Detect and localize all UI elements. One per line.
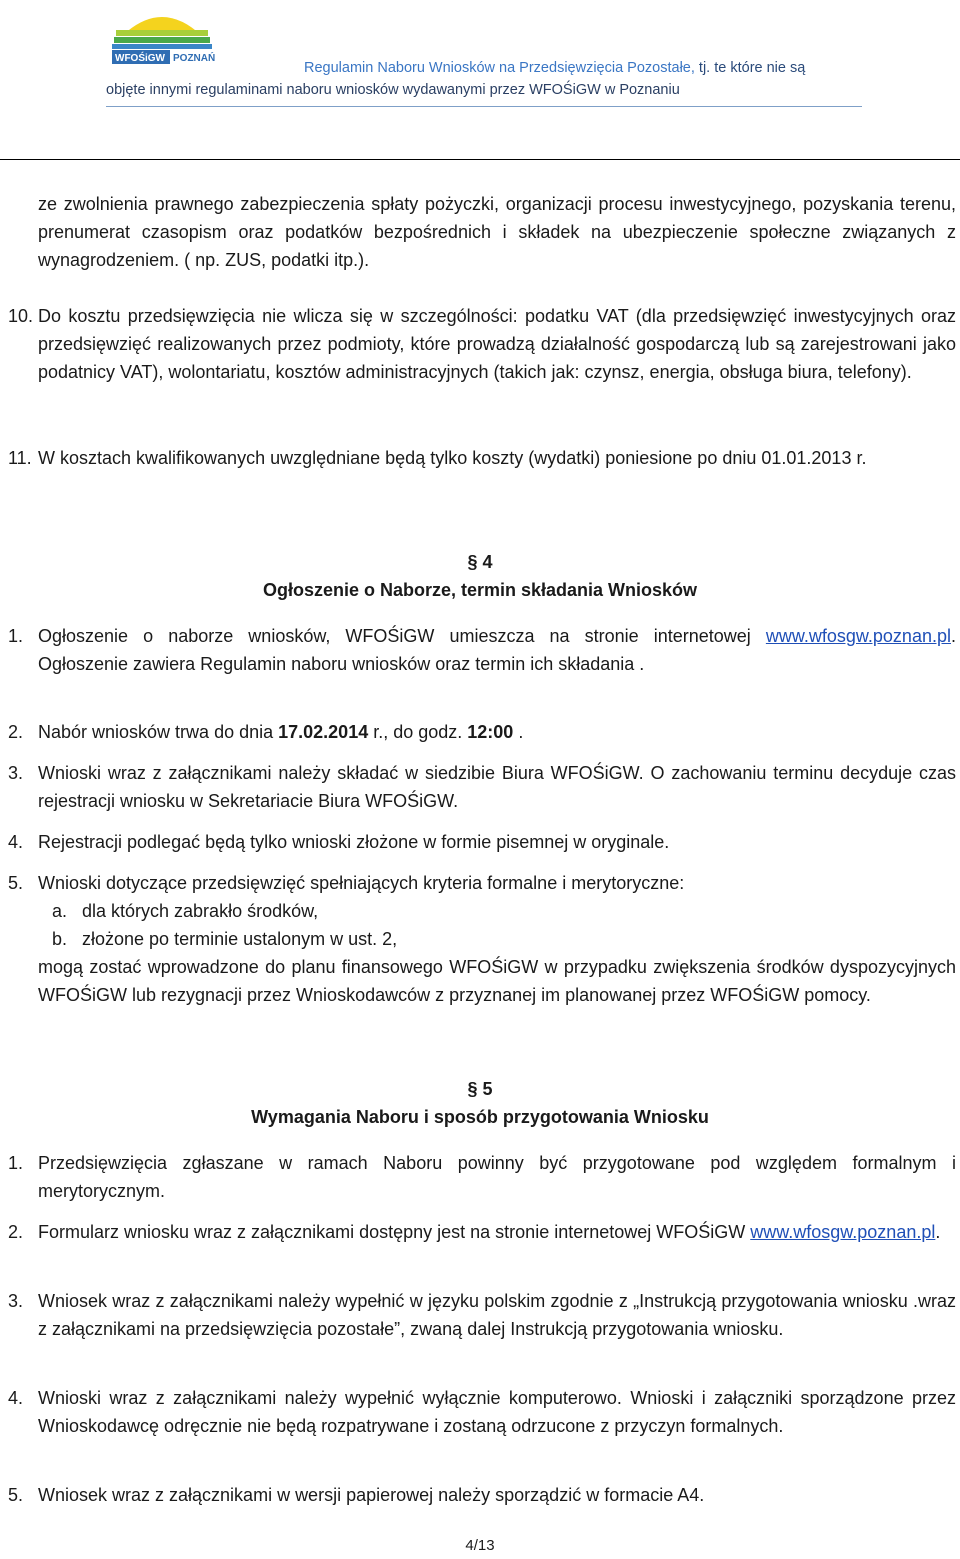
item-text: [38, 718, 956, 746]
item-text: Wnioski wraz z załącznikami należy składać w siedzibie Biura WFOŚiGW. O zachowaniu terminu decyduje czas rejestracji wniosku w Sekretariacie Biura WFOŚiGW.: [38, 763, 956, 811]
s4-item-4: [8, 828, 956, 856]
list-item-10: [8, 302, 956, 386]
s5-item-3: [8, 1287, 956, 1343]
page-number: 4/13: [465, 1537, 495, 1554]
item-text-b: . Ogłoszenie zawiera Regulamin naboru wniosków oraz termin ich składania .: [38, 626, 956, 674]
s5-item-5: [8, 1481, 956, 1509]
item-text: Wnioski wraz z załącznikami należy wypełnić wyłącznie komputerowo. Wnioski i załączniki sporządzone przez Wnioskodawcę odręcznie nie będą rozpatrywane i zostaną odrzucone z przyczyn formalnych.: [38, 1388, 956, 1436]
item-number: 2.: [8, 1222, 24, 1242]
item-text-c: .: [513, 722, 524, 742]
item-text: Przedsięwzięcia zgłaszane w ramach Naboru powinny być przygotowane pod względem formalnym i merytorycznym.: [38, 1153, 956, 1201]
section-4-sign: § 4: [467, 552, 493, 572]
item-text-a: Nabór wniosków trwa do dnia: [38, 722, 279, 742]
item-number: 5.: [8, 1485, 24, 1505]
sub-label: a.: [52, 901, 68, 921]
item-text-b: .: [935, 1222, 941, 1242]
s4-item-1: [8, 622, 956, 678]
item-number: 4.: [8, 1388, 24, 1408]
item-text: [38, 1218, 956, 1246]
deadline-time: 12:00: [467, 722, 514, 742]
s4-item-5-tail: mogą zostać wprowadzone do planu finansowego WFOŚiGW w przypadku zwiększenia środków dyspozycyjnych WFOŚiGW lub rezygnacji przez Wnioskodawców z przyznanej im planowanej przez WFOŚiGW pomocy.: [38, 957, 956, 1005]
item-text: [38, 622, 956, 678]
item-number: 4.: [8, 832, 24, 852]
s4-item-5b: [52, 925, 397, 953]
website-link[interactable]: www.wfosgw.poznan.pl: [765, 626, 951, 646]
item-text: Wniosek wraz z załącznikami należy wypełnić w języku polskim zgodnie z „Instrukcją przygotowania wniosku .wraz z załącznikami na przedsięwzięcia pozostałe”, zwaną dalej Instrukcją przygotowania wniosku.: [38, 1291, 956, 1339]
item-text-b: r., do godz.: [368, 722, 468, 742]
paragraph-continuation: ze zwolnienia prawnego zabezpieczenia spłaty pożyczki, organizacji procesu inwestycyjnego, pozyskania terenu, prenumerat czasopism oraz podatków bezpośrednich i składek na ubezpieczenie społeczne związanych z wynagrodzeniem. ( np. ZUS, podatki itp.).: [38, 194, 956, 270]
s5-item-4: [8, 1384, 956, 1440]
header-divider: [106, 106, 862, 107]
item-text: Do kosztu przedsięwzięcia nie wlicza się w szczególności: podatku VAT (dla przedsięwzięć inwestycyjnych oraz przedsięwzięć realizowanych przez podmioty, które prowadzą działalność gospodarczą lub są zarejestrowani jako podatnicy VAT), wolontariatu, kosztów administracyjnych (takich jak: czynsz, energia, obsługa biura, telefony).: [38, 306, 956, 382]
item-text: W kosztach kwalifikowanych uwzględniane będą tylko koszty (wydatki) poniesione po dniu 01.01.2013 r.: [38, 448, 867, 468]
header-title-line2: objęte innymi regulaminami naboru wniosków wydawanymi przez WFOŚiGW w Poznaniu: [106, 82, 680, 98]
item-text-a: Ogłoszenie o naborze wniosków, WFOŚiGW umieszcza na stronie internetowej: [38, 626, 751, 646]
s4-item-5: [8, 869, 956, 897]
list-item-11: [8, 444, 956, 472]
deadline-date: 17.02.2014: [278, 722, 369, 742]
website-link[interactable]: www.wfosgw.poznan.pl: [750, 1222, 936, 1242]
item-text: Rejestracji podlegać będą tylko wnioski złożone w formie pisemnej w oryginale.: [38, 832, 670, 852]
item-number: 2.: [8, 722, 24, 742]
item-number: 5.: [8, 873, 24, 893]
sub-text: złożone po terminie ustalonym w ust. 2,: [82, 929, 398, 949]
logo-text-right: POZNAŃ: [173, 53, 216, 64]
sub-text: dla których zabrakło środków,: [82, 901, 319, 921]
item-number: 1.: [8, 626, 24, 646]
sub-label: b.: [52, 929, 68, 949]
item-text: Wniosek wraz z załącznikami w wersji papierowej należy sporządzić w formacie A4.: [38, 1485, 705, 1505]
s4-item-2: [8, 718, 956, 746]
s4-item-5a: [52, 897, 318, 925]
header-title-part2: tj. te które nie są: [694, 60, 806, 76]
item-number: 11.: [8, 448, 32, 468]
item-number: 1.: [8, 1153, 24, 1173]
s4-item-3: [8, 759, 956, 815]
s5-item-2: [8, 1218, 956, 1246]
wfosigw-logo: [106, 6, 218, 68]
item-number: 3.: [8, 1291, 24, 1311]
section-4-title: Ogłoszenie o Naborze, termin składania Wniosków: [262, 580, 698, 600]
header-title-part1: Regulamin Naboru Wniosków na Przedsięwzięcia Pozostałe,: [304, 60, 695, 76]
header-title-line1: [304, 60, 805, 76]
item-text-a: Formularz wniosku wraz z załącznikami dostępny jest na stronie internetowej WFOŚiGW: [38, 1222, 751, 1242]
item-text: Wnioski dotyczące przedsięwzięć spełniających kryteria formalne i merytoryczne:: [38, 873, 685, 893]
s5-item-1: [8, 1149, 956, 1205]
page-top-divider: [0, 159, 960, 160]
item-number: 3.: [8, 763, 24, 783]
item-number: 10.: [8, 306, 34, 326]
logo-text-left: WFOŚiGW: [115, 53, 165, 64]
section-5-sign: § 5: [467, 1079, 493, 1099]
section-5-title: Wymagania Naboru i sposób przygotowania Wniosku: [251, 1107, 709, 1127]
